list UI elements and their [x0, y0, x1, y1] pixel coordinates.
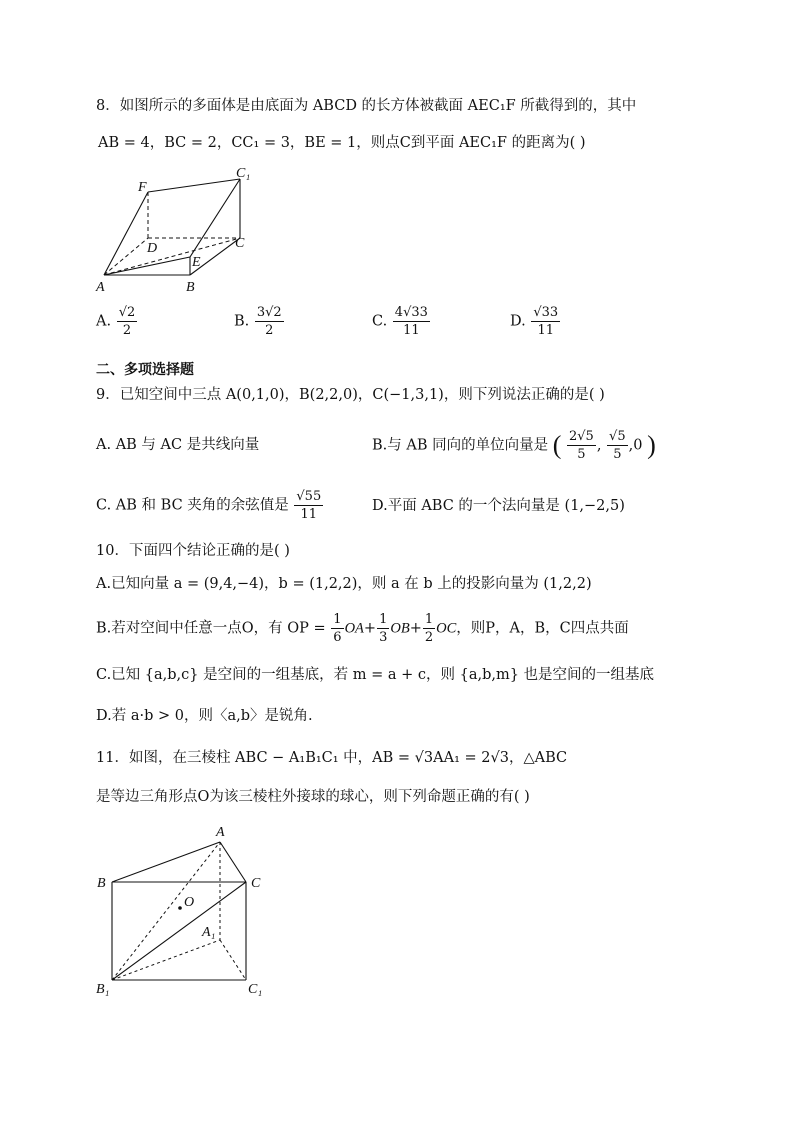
q11-center-point — [178, 906, 182, 910]
section-title: 二、多项选择题 — [96, 362, 194, 378]
q9-option-C[interactable]: C. AB 和 BC 夹角的余弦值是 $\frac{√55}{11}$ — [96, 489, 322, 522]
q11-prism-figure — [92, 820, 272, 998]
q9-option-A[interactable]: A. AB 与 AC 是共线向量 — [96, 437, 260, 453]
q10-option-B[interactable]: B.若对空间中任意一点O，有 OP = $\frac{1}{6}$ OA+ $\frac{1}{3}$ OB+ $\frac{1}{2}$ OC，则P，A，B，C四点共面 — [96, 612, 629, 645]
q10-stem: 10．下面四个结论正确的是( ) — [96, 543, 290, 559]
q8-option-A[interactable]: A. $\frac{√2}{2}$ — [96, 305, 136, 338]
q11-label-C: C — [251, 876, 261, 891]
q10-option-D[interactable]: D.若 a·b > 0，则〈a,b〉是锐角. — [96, 708, 313, 724]
q8-polyhedron-figure — [92, 165, 262, 295]
q10-option-A[interactable]: A.已知向量 a = (9,4,−4)，b = (1,2,2)，则 a 在 b 上的投影向量为 (1,2,2) — [96, 576, 592, 592]
q11-label-A1: A₁ — [202, 925, 216, 940]
q8-option-C[interactable]: C. $\frac{4√33}{11}$ — [372, 305, 428, 338]
q9-option-B[interactable]: B.与 AB 同向的单位向量是 ( $\frac{2√5}{5}$ , $\frac{√5}{5}$ ,0 ) — [372, 429, 656, 462]
q8-label-B: B — [186, 280, 195, 295]
q8-label-E: E — [192, 255, 201, 270]
q11-label-B1: B₁ — [96, 982, 110, 997]
q8-label-C1: C₁ — [236, 166, 251, 181]
q9-option-D[interactable]: D.平面 ABC 的一个法向量是 (1,−2,5) — [372, 498, 625, 514]
q11-label-C1: C₁ — [248, 982, 263, 997]
q9-stem: 9．已知空间中三点 A(0,1,0)，B(2,2,0)，C(−1,3,1)，则下列说法正确的是( ) — [96, 387, 605, 403]
q8-label-A: A — [96, 280, 105, 295]
q8-option-B[interactable]: B. $\frac{3√2}{2}$ — [234, 305, 282, 338]
q11-stem-line1: 11．如图，在三棱柱 ABC − A₁B₁C₁ 中，AB = √3AA₁ = 2√3，△ABC — [96, 750, 568, 766]
q8-option-D[interactable]: D. $\frac{√33}{11}$ — [510, 305, 559, 338]
q11-label-A: A — [216, 825, 225, 840]
q8-label-F: F — [138, 180, 147, 195]
q11-label-O: O — [184, 895, 195, 910]
q10-option-C[interactable]: C.已知 {a,b,c} 是空间的一组基底，若 m = a + c，则 {a,b,m} 也是空间的一组基底 — [96, 667, 655, 683]
q8-label-C: C — [235, 236, 245, 251]
q8-stem-line2: AB = 4，BC = 2，CC₁ = 3，BE = 1，则点C到平面 AEC₁F 的距离为( ) — [98, 135, 586, 151]
q11-label-B: B — [97, 876, 106, 891]
q11-stem-line2: 是等边三角形点O为该三棱柱外接球的球心，则下列命题正确的有( ) — [96, 789, 530, 805]
q8-stem-line1: 8．如图所示的多面体是由底面为 ABCD 的长方体被截面 AEC₁F 所截得到的，其中 — [96, 98, 637, 114]
q8-label-D: D — [147, 241, 158, 256]
